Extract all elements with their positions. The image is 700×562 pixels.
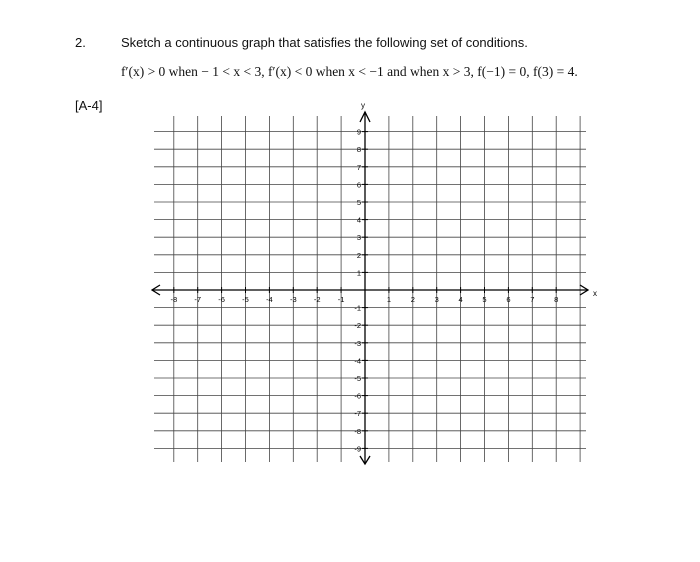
x-tick-label: 1 (386, 295, 391, 304)
y-tick-label: -9 (354, 444, 361, 454)
y-tick-label: 6 (356, 180, 361, 190)
x-tick-label: 2 (410, 295, 415, 304)
y-axis-label: y (361, 101, 365, 110)
y-tick-label: 9 (356, 127, 361, 137)
x-tick-label: 7 (530, 295, 535, 304)
y-tick-label: -2 (354, 321, 361, 331)
y-tick-label: 2 (356, 250, 361, 260)
x-tick-label: -5 (242, 295, 249, 304)
x-tick-label: -3 (289, 295, 297, 304)
x-tick-label: 8 (554, 295, 559, 304)
y-tick-label: 3 (356, 233, 361, 243)
y-tick-label: 7 (356, 162, 361, 172)
question-text: Sketch a continuous graph that satisfies the following set of conditions. (121, 35, 528, 50)
y-tick-label: -5 (354, 374, 361, 383)
x-tick-label: -1 (337, 295, 345, 304)
x-tick-label: 6 (506, 295, 511, 304)
y-tick-label: -3 (354, 338, 361, 348)
marks-label: [A-4] (75, 98, 103, 113)
x-tick-label: -4 (266, 295, 273, 304)
x-tick-label: -8 (170, 295, 178, 304)
coordinate-grid (140, 100, 610, 475)
x-tick-label: -2 (313, 295, 321, 304)
y-tick-label: 8 (356, 145, 361, 155)
y-tick-label: -4 (354, 356, 361, 366)
y-tick-label: -1 (354, 303, 361, 313)
x-tick-label: 3 (434, 295, 439, 304)
x-tick-label: 5 (482, 295, 487, 304)
question-number: 2. (75, 35, 86, 50)
y-tick-label: -8 (354, 426, 361, 436)
y-tick-label: 1 (356, 268, 361, 278)
x-tick-label: 4 (458, 295, 463, 304)
x-tick-label: -7 (194, 295, 202, 304)
y-tick-label: -6 (354, 391, 361, 401)
x-axis-label: x (593, 289, 597, 298)
y-tick-label: -7 (354, 409, 361, 419)
question-conditions: f′(x) > 0 when − 1 < x < 3, f′(x) < 0 when x < −1 and when x > 3, f(−1) = 0, f(3) = 4. (121, 64, 578, 79)
y-tick-label: 5 (356, 198, 361, 207)
y-tick-label: 4 (356, 215, 361, 225)
x-tick-label: -6 (218, 295, 225, 304)
